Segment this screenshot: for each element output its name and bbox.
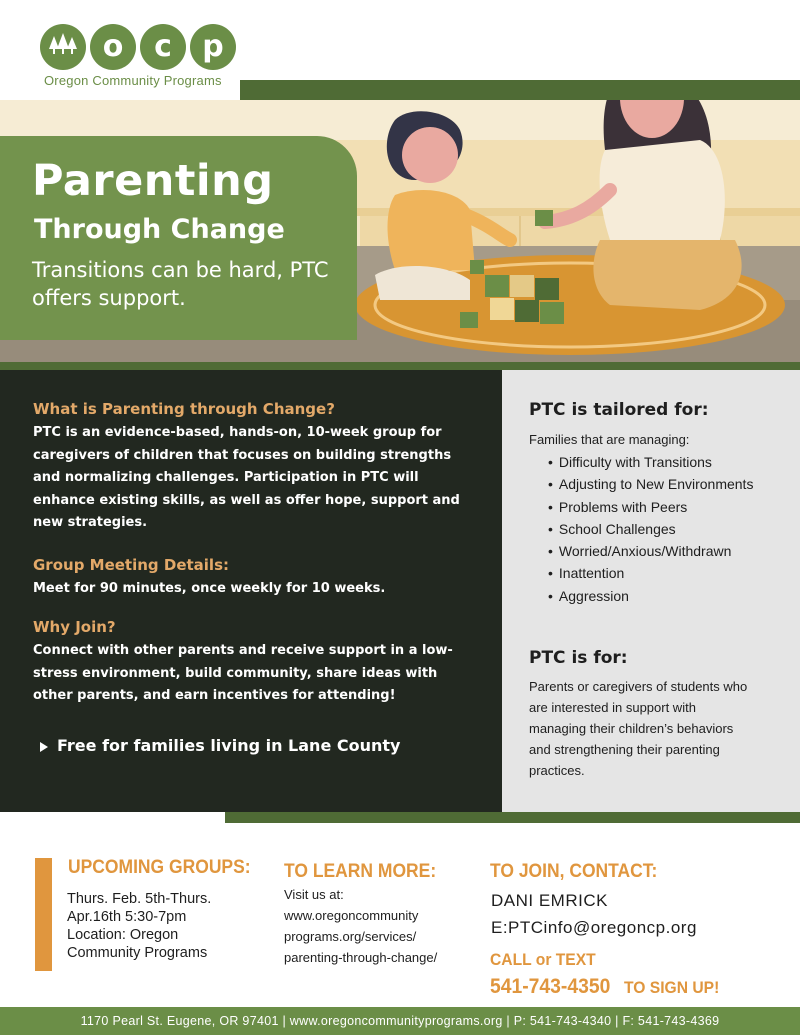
contact-name: DANI EMRICK	[491, 891, 608, 910]
free-note: Free for families living in Lane County	[57, 736, 401, 755]
footer-address: 1170 Pearl St. Eugene, OR 97401 | www.oregoncommunityprograms.org | P: 541-743-4340 | F: 541-743-4369	[80, 1014, 720, 1028]
learn-line1: Visit us at:	[284, 887, 344, 902]
list-item: • Worried/Anxious/Withdrawn	[548, 540, 753, 562]
page-tagline: Transitions can be hard, PTC offers support.	[32, 258, 329, 310]
groups-line3: Location: Oregon	[67, 927, 179, 943]
header-accent-bar	[240, 80, 800, 100]
accent-bar	[35, 858, 52, 971]
groups-line4: Community Programs	[67, 945, 208, 961]
call-text-label: CALL or TEXT	[490, 950, 596, 969]
groups-line2: Apr.16th 5:30-7pm	[67, 909, 187, 925]
tailored-list	[548, 451, 753, 607]
logo-subtitle: Oregon Community Programs	[44, 73, 222, 88]
list-item: • Adjusting to New Environments	[548, 473, 753, 495]
contact-email[interactable]: E:PTCinfo@oregoncp.org	[491, 918, 697, 937]
groups-heading: UPCOMING GROUPS:	[68, 857, 251, 878]
page-subtitle: Through Change	[34, 214, 285, 245]
why-body: Connect with other parents and receive support in a low-stress environment, build community, share ideas with other parents, and earn incentives for attending!	[33, 643, 453, 703]
tailored-intro: Families that are managing:	[529, 432, 690, 447]
triangle-bullet-icon	[40, 742, 48, 752]
groups-line1: Thurs. Feb. 5th-Thurs.	[67, 891, 212, 907]
ocp-logo	[40, 24, 236, 74]
learn-link-line2[interactable]: programs.org/services/	[284, 929, 417, 944]
footer-bar	[0, 1007, 800, 1035]
learn-link-line3[interactable]: parenting-through-change/	[284, 950, 438, 965]
about-body: PTC is an evidence-based, hands-on, 10-week group for caregivers of children that focuses on building strengths and normalizing challenges. Participation in PTC will enhance existing skills, as well as offer hope, support and new strategies.	[33, 425, 460, 530]
meeting-heading: Group Meeting Details:	[33, 556, 230, 574]
signup-label: TO SIGN UP!	[624, 978, 720, 997]
for-body: Parents or caregivers of students who are interested in support with managing their children’s behaviors and strengthening their parenting practices.	[529, 679, 748, 778]
list-item: • Inattention	[548, 562, 753, 584]
list-item: • Aggression	[548, 585, 753, 607]
trees-logo-icon	[40, 24, 86, 70]
logo-letter-p: p	[190, 24, 236, 70]
list-item: • School Challenges	[548, 518, 753, 540]
learn-heading: TO LEARN MORE:	[284, 861, 437, 882]
contact-phone[interactable]: 541-743-4350	[490, 975, 611, 998]
page-title: Parenting	[32, 156, 274, 206]
logo-letter-c: c	[140, 24, 186, 70]
list-item: • Problems with Peers	[548, 496, 753, 518]
logo-letter-o: o	[90, 24, 136, 70]
meeting-body: Meet for 90 minutes, once weekly for 10 weeks.	[33, 581, 386, 596]
hero-divider-bar	[0, 362, 800, 370]
section-divider-bar	[225, 812, 800, 823]
join-heading: TO JOIN, CONTACT:	[490, 861, 658, 882]
learn-link-line1[interactable]: www.oregoncommunity	[284, 908, 419, 923]
why-heading: Why Join?	[33, 618, 116, 636]
for-heading: PTC is for:	[529, 648, 628, 668]
list-item: • Difficulty with Transitions	[548, 451, 753, 473]
tailored-heading: PTC is tailored for:	[529, 400, 709, 420]
about-heading: What is Parenting through Change?	[33, 400, 335, 418]
